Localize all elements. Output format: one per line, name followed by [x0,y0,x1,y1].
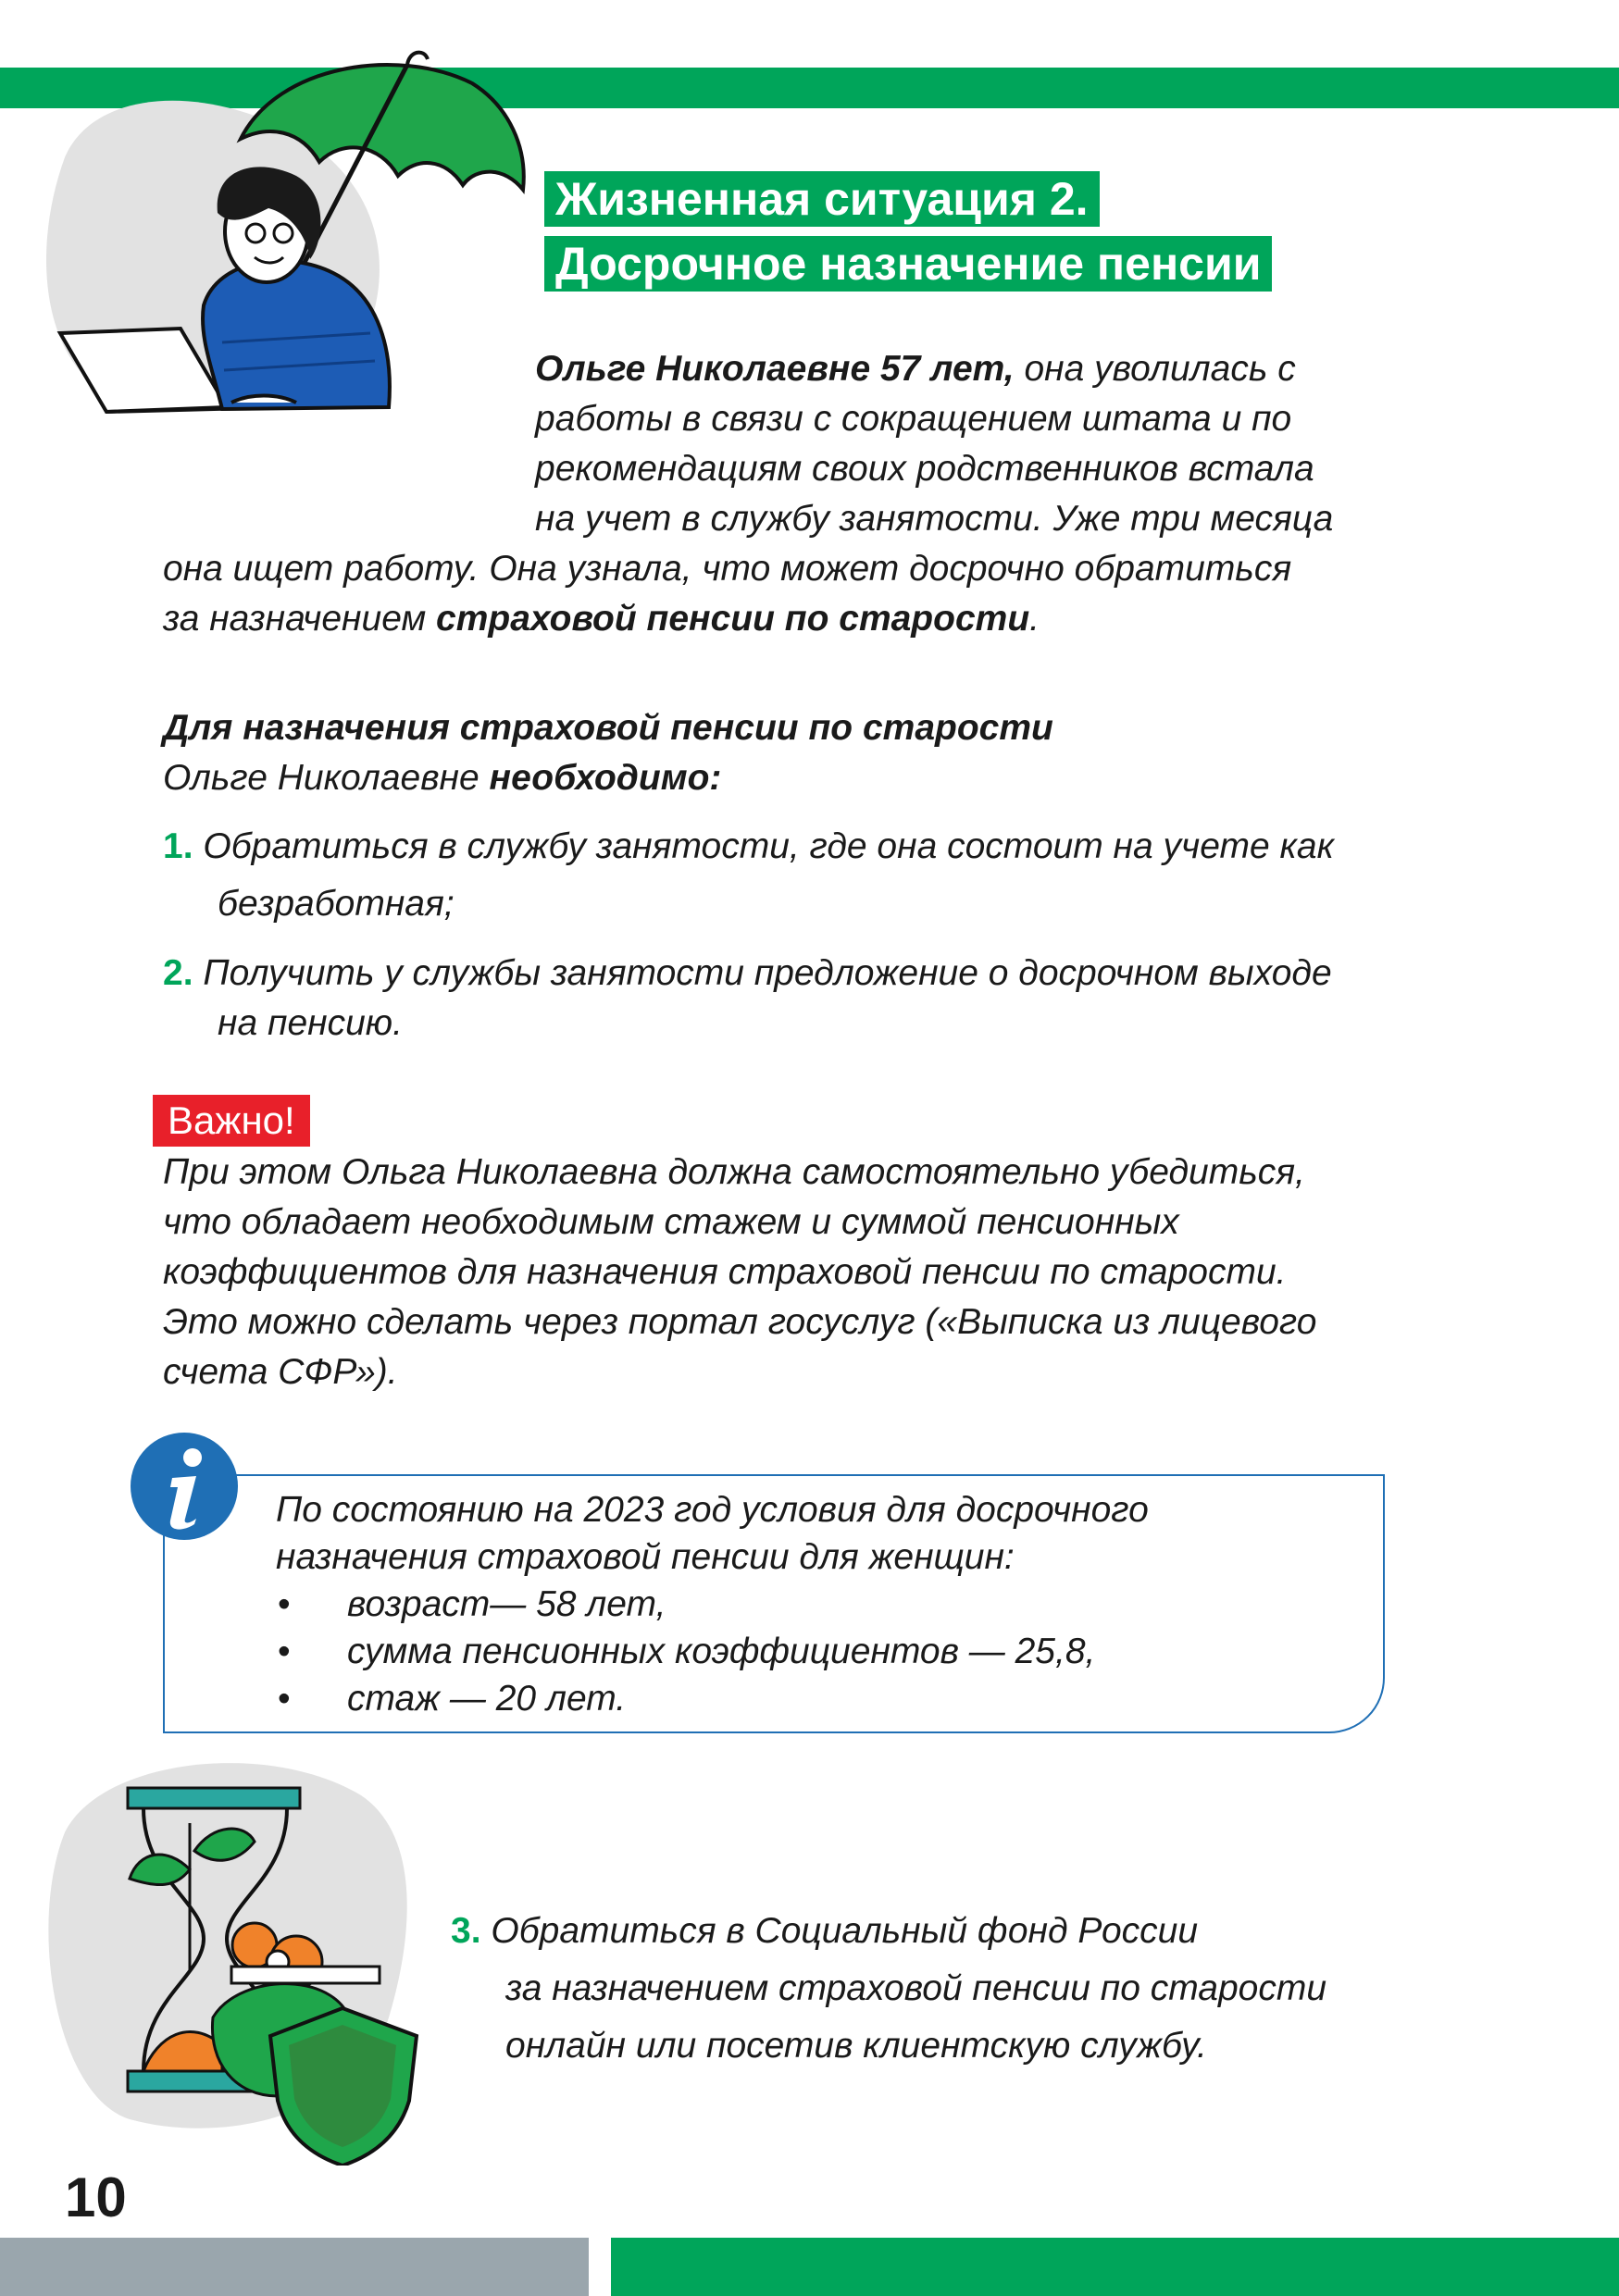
important-line-1: При этом Ольга Николаевна должна самостоятельно убедиться, [163,1152,1305,1192]
info-item-1: возраст— 58 лет, [347,1584,666,1624]
step-2-line-2: на пенсию. [218,1003,403,1043]
requirements-heading-bold: необходимо: [489,758,722,798]
intro-line-4: на учет в службу занятости. Уже три месяца [535,499,1334,539]
intro-line-6-bold: страховой пенсии по старости [436,599,1030,639]
step-3-number: 3. [451,1911,481,1951]
step-3-line-2: за назначением страховой пенсии по старости [505,1968,1327,2008]
requirements-heading-start: Ольге Николаевне [163,758,490,798]
bottom-gray-band [0,2238,589,2296]
step-1-line-1 [163,822,1334,872]
important-line-5: счета СФР»). [163,1352,398,1392]
step-3-line-3: онлайн или посетив клиентскую службу. [505,2026,1207,2066]
important-line-2: что обладает необходимым стажем и суммой пенсионных [163,1202,1179,1242]
hourglass-shield-illustration [28,1740,435,2166]
step-1-line-2: безработная; [218,884,455,924]
info-item-2: сумма пенсионных коэффициентов — 25,8, [347,1632,1096,1671]
title-line-1: Жизненная ситуация 2. [544,171,1100,227]
step-2-number: 2. [163,953,193,993]
page-number: 10 [65,2166,127,2228]
intro-line-1 [535,344,1296,394]
step-3-text: Обратиться в Социальный фонд России [480,1911,1199,1951]
title-line-2: Досрочное назначение пенсии [544,236,1272,292]
important-tag: Важно! [153,1095,310,1147]
info-bullet-2: • [278,1632,291,1671]
requirements-heading-line-1: Для назначения страховой пенсии по старости [163,708,1053,748]
woman-umbrella-illustration [9,28,546,435]
info-line-2: назначения страховой пенсии для женщин: [276,1537,1015,1577]
intro-line-6 [163,594,1040,644]
intro-line-5: она ищет работу. Она узнала, что может досрочно обратиться [163,549,1292,589]
intro-line-6-start: за назначением [163,599,437,639]
info-bullet-1: • [278,1584,291,1624]
info-line-1: По состоянию на 2023 год условия для досрочного [276,1490,1149,1530]
bottom-green-band [611,2238,1619,2296]
intro-name-age: Ольге Николаевне 57 лет, [535,349,1015,389]
info-icon [128,1430,241,1543]
requirements-heading-line-2 [163,753,721,803]
intro-line-3: рекомендациям своих родственников встала [535,449,1314,489]
intro-line-2: работы в связи с сокращением штата и по [535,399,1292,439]
important-line-3: коэффициентов для назначения страховой пенсии по старости. [163,1252,1287,1292]
step-2-text: Получить у службы занятости предложение о досрочном выходе [193,953,1332,993]
step-1-number: 1. [163,826,193,866]
intro-line-6-end: . [1029,599,1040,639]
intro-line-1-rest: она уволилась с [1014,349,1296,389]
step-2-line-1 [163,949,1332,999]
step-1-text: Обратиться в службу занятости, где она состоит на учете как [193,826,1335,866]
step-3-line-1 [451,1906,1198,1956]
info-item-3: стаж — 20 лет. [347,1679,627,1719]
info-bullet-3: • [278,1679,291,1719]
important-line-4: Это можно сделать через портал госуслуг («Выписка из лицевого [163,1302,1317,1342]
